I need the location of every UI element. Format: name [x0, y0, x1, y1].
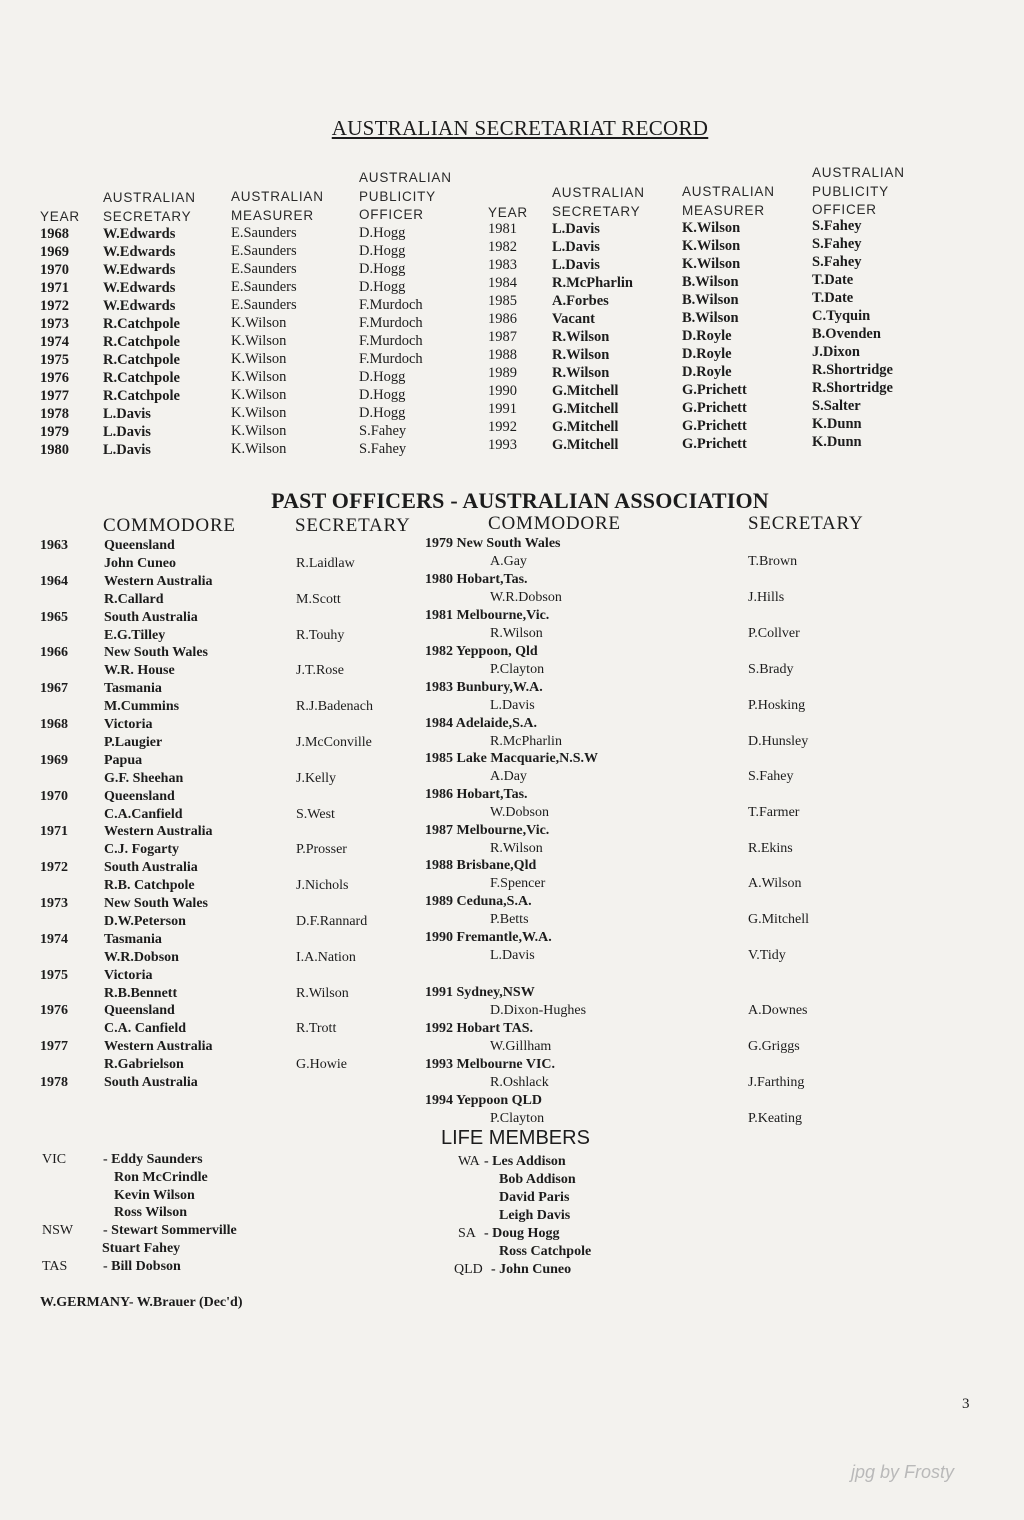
secretary-cell: R.Wilson: [552, 347, 610, 363]
officer-place: Western Australia: [104, 1039, 213, 1055]
officer-commodore: R.McPharlin: [490, 734, 562, 749]
measurer-cell: K.Wilson: [231, 369, 287, 385]
secretary-cell: R.Catchpole: [103, 352, 180, 368]
right-measurer-column: [682, 219, 747, 453]
measurer-cell: E.Saunders: [231, 279, 297, 295]
publicity-cell: S.Fahey: [812, 218, 862, 234]
measurer-cell: K.Wilson: [231, 333, 287, 349]
officer-secretary: D.F.Rannard: [296, 914, 368, 929]
officer-commodore: R.Wilson: [490, 841, 543, 856]
secretary-cell: L.Davis: [103, 406, 151, 422]
secretary-cell: L.Davis: [552, 221, 600, 237]
officer-commodore: R.Gabrielson: [104, 1057, 184, 1073]
officer-secretary: T.Brown: [748, 554, 798, 569]
officer-secretary: S.Fahey: [748, 769, 794, 784]
officer-event: 1983 Bunbury,W.A.: [425, 680, 543, 695]
life-member-name: - Bill Dobson: [103, 1258, 181, 1274]
officer-year: 1964: [40, 573, 68, 589]
secretary-cell: R.Catchpole: [103, 370, 180, 386]
officer-secretary: R.Wilson: [296, 985, 349, 1001]
life-member-name: - Doug Hogg: [484, 1226, 560, 1241]
year-cell: 1988: [488, 347, 517, 363]
officer-event: 1992 Hobart TAS.: [425, 1021, 533, 1036]
officer-secretary: P.Collver: [748, 626, 800, 641]
measurer-cell: K.Wilson: [231, 423, 287, 439]
life-member-state: WA: [458, 1154, 480, 1169]
officer-year: 1970: [40, 788, 68, 804]
header-secretary-left: AUSTRALIAN SECRETARY: [103, 190, 196, 224]
publicity-cell: J.Dixon: [812, 344, 860, 360]
year-cell: 1968: [40, 226, 69, 242]
officer-place: Tasmania: [104, 681, 162, 697]
life-member-name: Ross Catchpole: [499, 1244, 592, 1259]
officer-event: 1987 Melbourne,Vic.: [425, 823, 550, 838]
officer-commodore: R.Wilson: [490, 626, 543, 641]
right-year-column: [488, 220, 517, 454]
officer-event: 1982 Yeppoon, Qld: [425, 644, 538, 659]
header-measurer-right: AUSTRALIAN MEASURER: [682, 184, 775, 218]
life-member-name: David Paris: [499, 1190, 570, 1205]
year-cell: 1978: [40, 406, 69, 422]
officer-place: Papua: [104, 752, 143, 768]
officer-secretary: J.Hills: [748, 590, 785, 605]
officer-place: Queensland: [104, 1003, 175, 1019]
officer-secretary: P.Hosking: [748, 698, 806, 713]
right-secretary-column: [552, 220, 633, 454]
year-cell: 1970: [40, 262, 69, 278]
page-number: 3: [962, 1396, 970, 1412]
officer-event: 1993 Melbourne VIC.: [425, 1057, 556, 1072]
officer-secretary: S.Brady: [748, 662, 794, 677]
header-commodore-left: COMMODORE: [103, 515, 236, 536]
left-publicity-column: [359, 224, 423, 458]
secretary-cell: R.Catchpole: [103, 388, 180, 404]
secretary-cell: W.Edwards: [103, 226, 176, 242]
past-officers-title: PAST OFFICERS - AUSTRALIAN ASSOCIATION: [271, 488, 769, 513]
officer-commodore: W.R. House: [104, 663, 175, 679]
measurer-cell: G.Prichett: [682, 436, 747, 452]
officer-year: 1976: [40, 1003, 68, 1019]
right-publicity-column: [812, 217, 893, 451]
officer-commodore: D.Dixon-Hughes: [490, 1003, 587, 1018]
publicity-cell: R.Shortridge: [812, 362, 893, 378]
year-cell: 1983: [488, 257, 517, 273]
officer-year: 1977: [40, 1039, 68, 1055]
left-secretary-column: [103, 225, 180, 459]
measurer-cell: E.Saunders: [231, 243, 297, 259]
measurer-cell: K.Wilson: [682, 256, 741, 272]
life-member-name: Ron McCrindle: [114, 1169, 208, 1185]
secretary-cell: Vacant: [552, 311, 595, 327]
publicity-cell: D.Hogg: [359, 261, 406, 277]
year-cell: 1982: [488, 239, 517, 255]
officer-place: South Australia: [104, 609, 198, 625]
publicity-cell: R.Shortridge: [812, 380, 893, 396]
secretary-cell: R.McPharlin: [552, 275, 633, 291]
header-year-right: YEAR: [488, 205, 528, 220]
publicity-cell: F.Murdoch: [359, 333, 423, 349]
header-year-left: YEAR: [40, 209, 80, 224]
secretary-cell: L.Davis: [552, 257, 600, 273]
officer-year: 1974: [40, 931, 68, 947]
officer-place: New South Wales: [104, 645, 208, 661]
publicity-cell: S.Fahey: [359, 441, 407, 457]
publicity-cell: S.Fahey: [812, 254, 862, 270]
publicity-cell: D.Hogg: [359, 405, 406, 421]
measurer-cell: K.Wilson: [682, 238, 741, 254]
publicity-cell: K.Dunn: [812, 416, 862, 432]
measurer-cell: K.Wilson: [682, 220, 741, 236]
officer-event: 1990 Fremantle,W.A.: [425, 930, 552, 945]
officer-event: 1980 Hobart,Tas.: [425, 572, 528, 587]
publicity-cell: D.Hogg: [359, 369, 406, 385]
officer-secretary: R.J.Badenach: [296, 699, 373, 715]
secretary-cell: L.Davis: [103, 442, 151, 458]
officer-year: 1969: [40, 752, 68, 768]
measurer-cell: K.Wilson: [231, 387, 287, 403]
life-members-title: LIFE MEMBERS: [441, 1127, 590, 1149]
secretary-cell: A.Forbes: [552, 293, 609, 309]
life-member-name: - Les Addison: [484, 1154, 566, 1169]
officer-secretary: V.Tidy: [748, 948, 786, 963]
year-cell: 1984: [488, 275, 517, 291]
year-cell: 1986: [488, 311, 517, 327]
publicity-cell: B.Ovenden: [812, 326, 881, 342]
secretary-cell: G.Mitchell: [552, 419, 619, 435]
life-member-state: SA: [458, 1226, 476, 1241]
officer-event: 1991 Sydney,NSW: [425, 985, 535, 1000]
officer-year: 1978: [40, 1075, 68, 1090]
secretary-cell: G.Mitchell: [552, 383, 619, 399]
officer-place: Queensland: [104, 788, 175, 804]
year-cell: 1972: [40, 298, 69, 314]
officer-event: 1989 Ceduna,S.A.: [425, 894, 532, 909]
secretary-cell: W.Edwards: [103, 244, 176, 260]
publicity-cell: D.Hogg: [359, 243, 406, 259]
header-secretary-left: SECRETARY: [295, 515, 411, 536]
measurer-cell: G.Prichett: [682, 418, 747, 434]
officer-commodore: P.Clayton: [490, 662, 545, 677]
left-year-column: [40, 225, 69, 459]
officer-commodore: D.W.Peterson: [104, 914, 186, 929]
life-member-name: Kevin Wilson: [114, 1187, 195, 1203]
watermark: jpg by Frosty: [851, 1462, 955, 1482]
officer-commodore: W.R.Dobson: [104, 949, 179, 965]
officer-commodore: W.Dobson: [490, 805, 549, 820]
officer-commodore: W.Gillham: [490, 1039, 552, 1054]
header-commodore-right: COMMODORE: [488, 513, 621, 534]
secretary-cell: W.Edwards: [103, 298, 176, 314]
publicity-cell: T.Date: [812, 272, 854, 288]
officer-secretary: J.Kelly: [296, 770, 337, 786]
officer-commodore: R.Callard: [104, 591, 164, 607]
officer-secretary: R.Laidlaw: [296, 556, 355, 571]
officer-place: Tasmania: [104, 931, 162, 947]
officer-event: 1986 Hobart,Tas.: [425, 787, 528, 802]
publicity-cell: S.Salter: [812, 398, 861, 414]
year-cell: 1973: [40, 316, 69, 332]
officer-year: 1963: [40, 538, 68, 553]
life-member-state: TAS: [42, 1258, 68, 1274]
officer-place: Western Australia: [104, 824, 213, 840]
officer-secretary: T.Farmer: [748, 805, 800, 820]
publicity-cell: S.Fahey: [359, 423, 407, 439]
measurer-cell: G.Prichett: [682, 400, 747, 416]
officer-event: 1994 Yeppoon QLD: [425, 1093, 542, 1108]
officer-event: 1979 New South Wales: [425, 536, 561, 551]
measurer-cell: B.Wilson: [682, 274, 739, 290]
officer-year: 1973: [40, 896, 68, 911]
publicity-cell: S.Fahey: [812, 236, 862, 252]
year-cell: 1979: [40, 424, 69, 440]
officer-commodore: P.Clayton: [490, 1111, 545, 1126]
officer-commodore: A.Gay: [490, 554, 527, 569]
life-member-name: - John Cuneo: [491, 1262, 572, 1277]
officer-event: 1985 Lake Macquarie,N.S.W: [425, 751, 599, 766]
officer-year: 1968: [40, 717, 68, 732]
measurer-cell: B.Wilson: [682, 310, 739, 326]
officer-year: 1965: [40, 609, 68, 625]
year-cell: 1981: [488, 221, 517, 237]
officer-secretary: M.Scott: [296, 591, 341, 607]
officer-event: 1988 Brisbane,Qld: [425, 858, 537, 873]
officer-year: 1975: [40, 967, 68, 983]
officer-commodore: L.Davis: [490, 948, 535, 963]
year-cell: 1991: [488, 401, 517, 417]
officer-secretary: G.Griggs: [748, 1039, 800, 1054]
officer-place: Victoria: [104, 967, 153, 983]
header-measurer-left: AUSTRALIAN MEASURER: [231, 189, 324, 223]
secretary-cell: W.Edwards: [103, 262, 176, 278]
officer-secretary: R.Touhy: [296, 627, 345, 643]
officer-commodore: F.Spencer: [490, 876, 546, 891]
officer-secretary: G.Mitchell: [748, 912, 810, 927]
measurer-cell: D.Royle: [682, 346, 732, 362]
measurer-cell: K.Wilson: [231, 441, 287, 457]
officer-secretary: I.A.Nation: [296, 949, 356, 965]
measurer-cell: K.Wilson: [231, 351, 287, 367]
officer-place: New South Wales: [104, 896, 208, 911]
officer-place: South Australia: [104, 860, 198, 876]
publicity-cell: D.Hogg: [359, 279, 406, 295]
secretary-cell: G.Mitchell: [552, 437, 619, 453]
header-secretary-right: SECRETARY: [748, 513, 864, 534]
officer-secretary: G.Howie: [296, 1057, 347, 1073]
officer-commodore: W.R.Dobson: [490, 590, 562, 605]
officer-secretary: R.Trott: [296, 1021, 337, 1037]
life-member-state: QLD: [454, 1262, 483, 1277]
officer-commodore: C.A. Canfield: [104, 1021, 187, 1037]
year-cell: 1976: [40, 370, 69, 386]
officer-secretary: P.Keating: [748, 1111, 803, 1126]
officer-secretary: R.Ekins: [748, 841, 793, 856]
officer-event: 1981 Melbourne,Vic.: [425, 608, 550, 623]
officer-year: 1967: [40, 681, 68, 697]
officer-commodore: A.Day: [490, 769, 527, 784]
life-member-name: - Eddy Saunders: [103, 1152, 203, 1167]
measurer-cell: D.Royle: [682, 364, 732, 380]
year-cell: 1985: [488, 293, 517, 309]
officer-secretary: J.Nichols: [296, 878, 349, 894]
year-cell: 1992: [488, 419, 517, 435]
publicity-cell: C.Tyquin: [812, 308, 871, 324]
officer-commodore: R.B.Bennett: [104, 985, 178, 1001]
officer-secretary: J.T.Rose: [296, 663, 344, 679]
life-member-name: Ross Wilson: [114, 1205, 188, 1221]
officer-commodore: P.Laugier: [104, 735, 163, 750]
secretary-cell: R.Catchpole: [103, 316, 180, 332]
officer-commodore: C.A.Canfield: [104, 806, 183, 822]
officer-commodore: R.B. Catchpole: [104, 878, 195, 894]
left-measurer-column: [231, 224, 297, 458]
officer-place: Western Australia: [104, 573, 213, 589]
measurer-cell: D.Royle: [682, 328, 732, 344]
officer-commodore: John Cuneo: [104, 556, 176, 571]
secretary-cell: R.Wilson: [552, 329, 610, 345]
secretary-cell: L.Davis: [103, 424, 151, 440]
secretary-cell: R.Wilson: [552, 365, 610, 381]
publicity-cell: T.Date: [812, 290, 854, 306]
officer-place: Queensland: [104, 538, 175, 553]
year-cell: 1977: [40, 388, 69, 404]
officer-secretary: D.Hunsley: [748, 734, 809, 749]
publicity-cell: F.Murdoch: [359, 315, 423, 331]
officer-commodore: G.F. Sheehan: [104, 770, 184, 786]
officer-commodore: P.Betts: [490, 912, 529, 927]
officer-commodore: E.G.Tilley: [104, 627, 166, 643]
publicity-cell: K.Dunn: [812, 434, 862, 450]
life-member-name: - Stewart Sommerville: [103, 1223, 237, 1239]
officer-secretary: J.Farthing: [748, 1075, 805, 1090]
year-cell: 1971: [40, 280, 69, 296]
year-cell: 1990: [488, 383, 517, 399]
life-member-state: VIC: [42, 1152, 67, 1167]
life-member-name: Bob Addison: [499, 1172, 576, 1187]
publicity-cell: D.Hogg: [359, 225, 406, 241]
year-cell: 1980: [40, 442, 69, 458]
secretariat-title: AUSTRALIAN SECRETARIAT RECORD: [331, 116, 709, 140]
officer-secretary: A.Wilson: [748, 876, 802, 891]
officer-secretary: J.McConville: [296, 735, 372, 750]
officer-commodore: M.Cummins: [104, 699, 180, 715]
secretary-cell: W.Edwards: [103, 280, 176, 296]
secretary-cell: G.Mitchell: [552, 401, 619, 417]
officer-place: South Australia: [104, 1075, 198, 1090]
life-member-name: Leigh Davis: [499, 1208, 571, 1223]
life-member-name: Stuart Fahey: [102, 1241, 181, 1256]
publicity-cell: F.Murdoch: [359, 351, 423, 367]
life-member-state: NSW: [42, 1223, 74, 1239]
officer-year: 1971: [40, 824, 68, 840]
header-secretary-right: AUSTRALIAN SECRETARY: [552, 185, 645, 219]
officer-secretary: S.West: [296, 806, 335, 822]
publicity-cell: D.Hogg: [359, 387, 406, 403]
officer-commodore: R.Oshlack: [490, 1075, 549, 1090]
measurer-cell: E.Saunders: [231, 225, 297, 241]
secretary-cell: L.Davis: [552, 239, 600, 255]
year-cell: 1993: [488, 437, 517, 453]
secretary-cell: R.Catchpole: [103, 334, 180, 350]
officer-year: 1972: [40, 860, 68, 876]
year-cell: 1989: [488, 365, 517, 381]
header-publicity-right: AUSTRALIAN PUBLICITY OFFICER: [812, 165, 905, 217]
officer-year: 1966: [40, 645, 68, 661]
measurer-cell: K.Wilson: [231, 315, 287, 331]
measurer-cell: B.Wilson: [682, 292, 739, 308]
foreign-life-member: W.GERMANY- W.Brauer (Dec'd): [40, 1295, 243, 1310]
measurer-cell: K.Wilson: [231, 405, 287, 421]
year-cell: 1975: [40, 352, 69, 368]
officer-event: 1984 Adelaide,S.A.: [425, 716, 538, 731]
measurer-cell: E.Saunders: [231, 261, 297, 277]
header-publicity-left: AUSTRALIAN PUBLICITY OFFICER: [359, 170, 452, 222]
measurer-cell: E.Saunders: [231, 297, 297, 313]
year-cell: 1974: [40, 334, 69, 350]
year-cell: 1969: [40, 244, 69, 260]
officer-secretary: A.Downes: [748, 1003, 808, 1018]
officer-commodore: L.Davis: [490, 698, 535, 713]
officer-commodore: C.J. Fogarty: [104, 842, 180, 858]
officer-secretary: P.Prosser: [296, 842, 347, 858]
measurer-cell: G.Prichett: [682, 382, 747, 398]
publicity-cell: F.Murdoch: [359, 297, 423, 313]
officer-place: Victoria: [104, 717, 153, 732]
year-cell: 1987: [488, 329, 517, 345]
